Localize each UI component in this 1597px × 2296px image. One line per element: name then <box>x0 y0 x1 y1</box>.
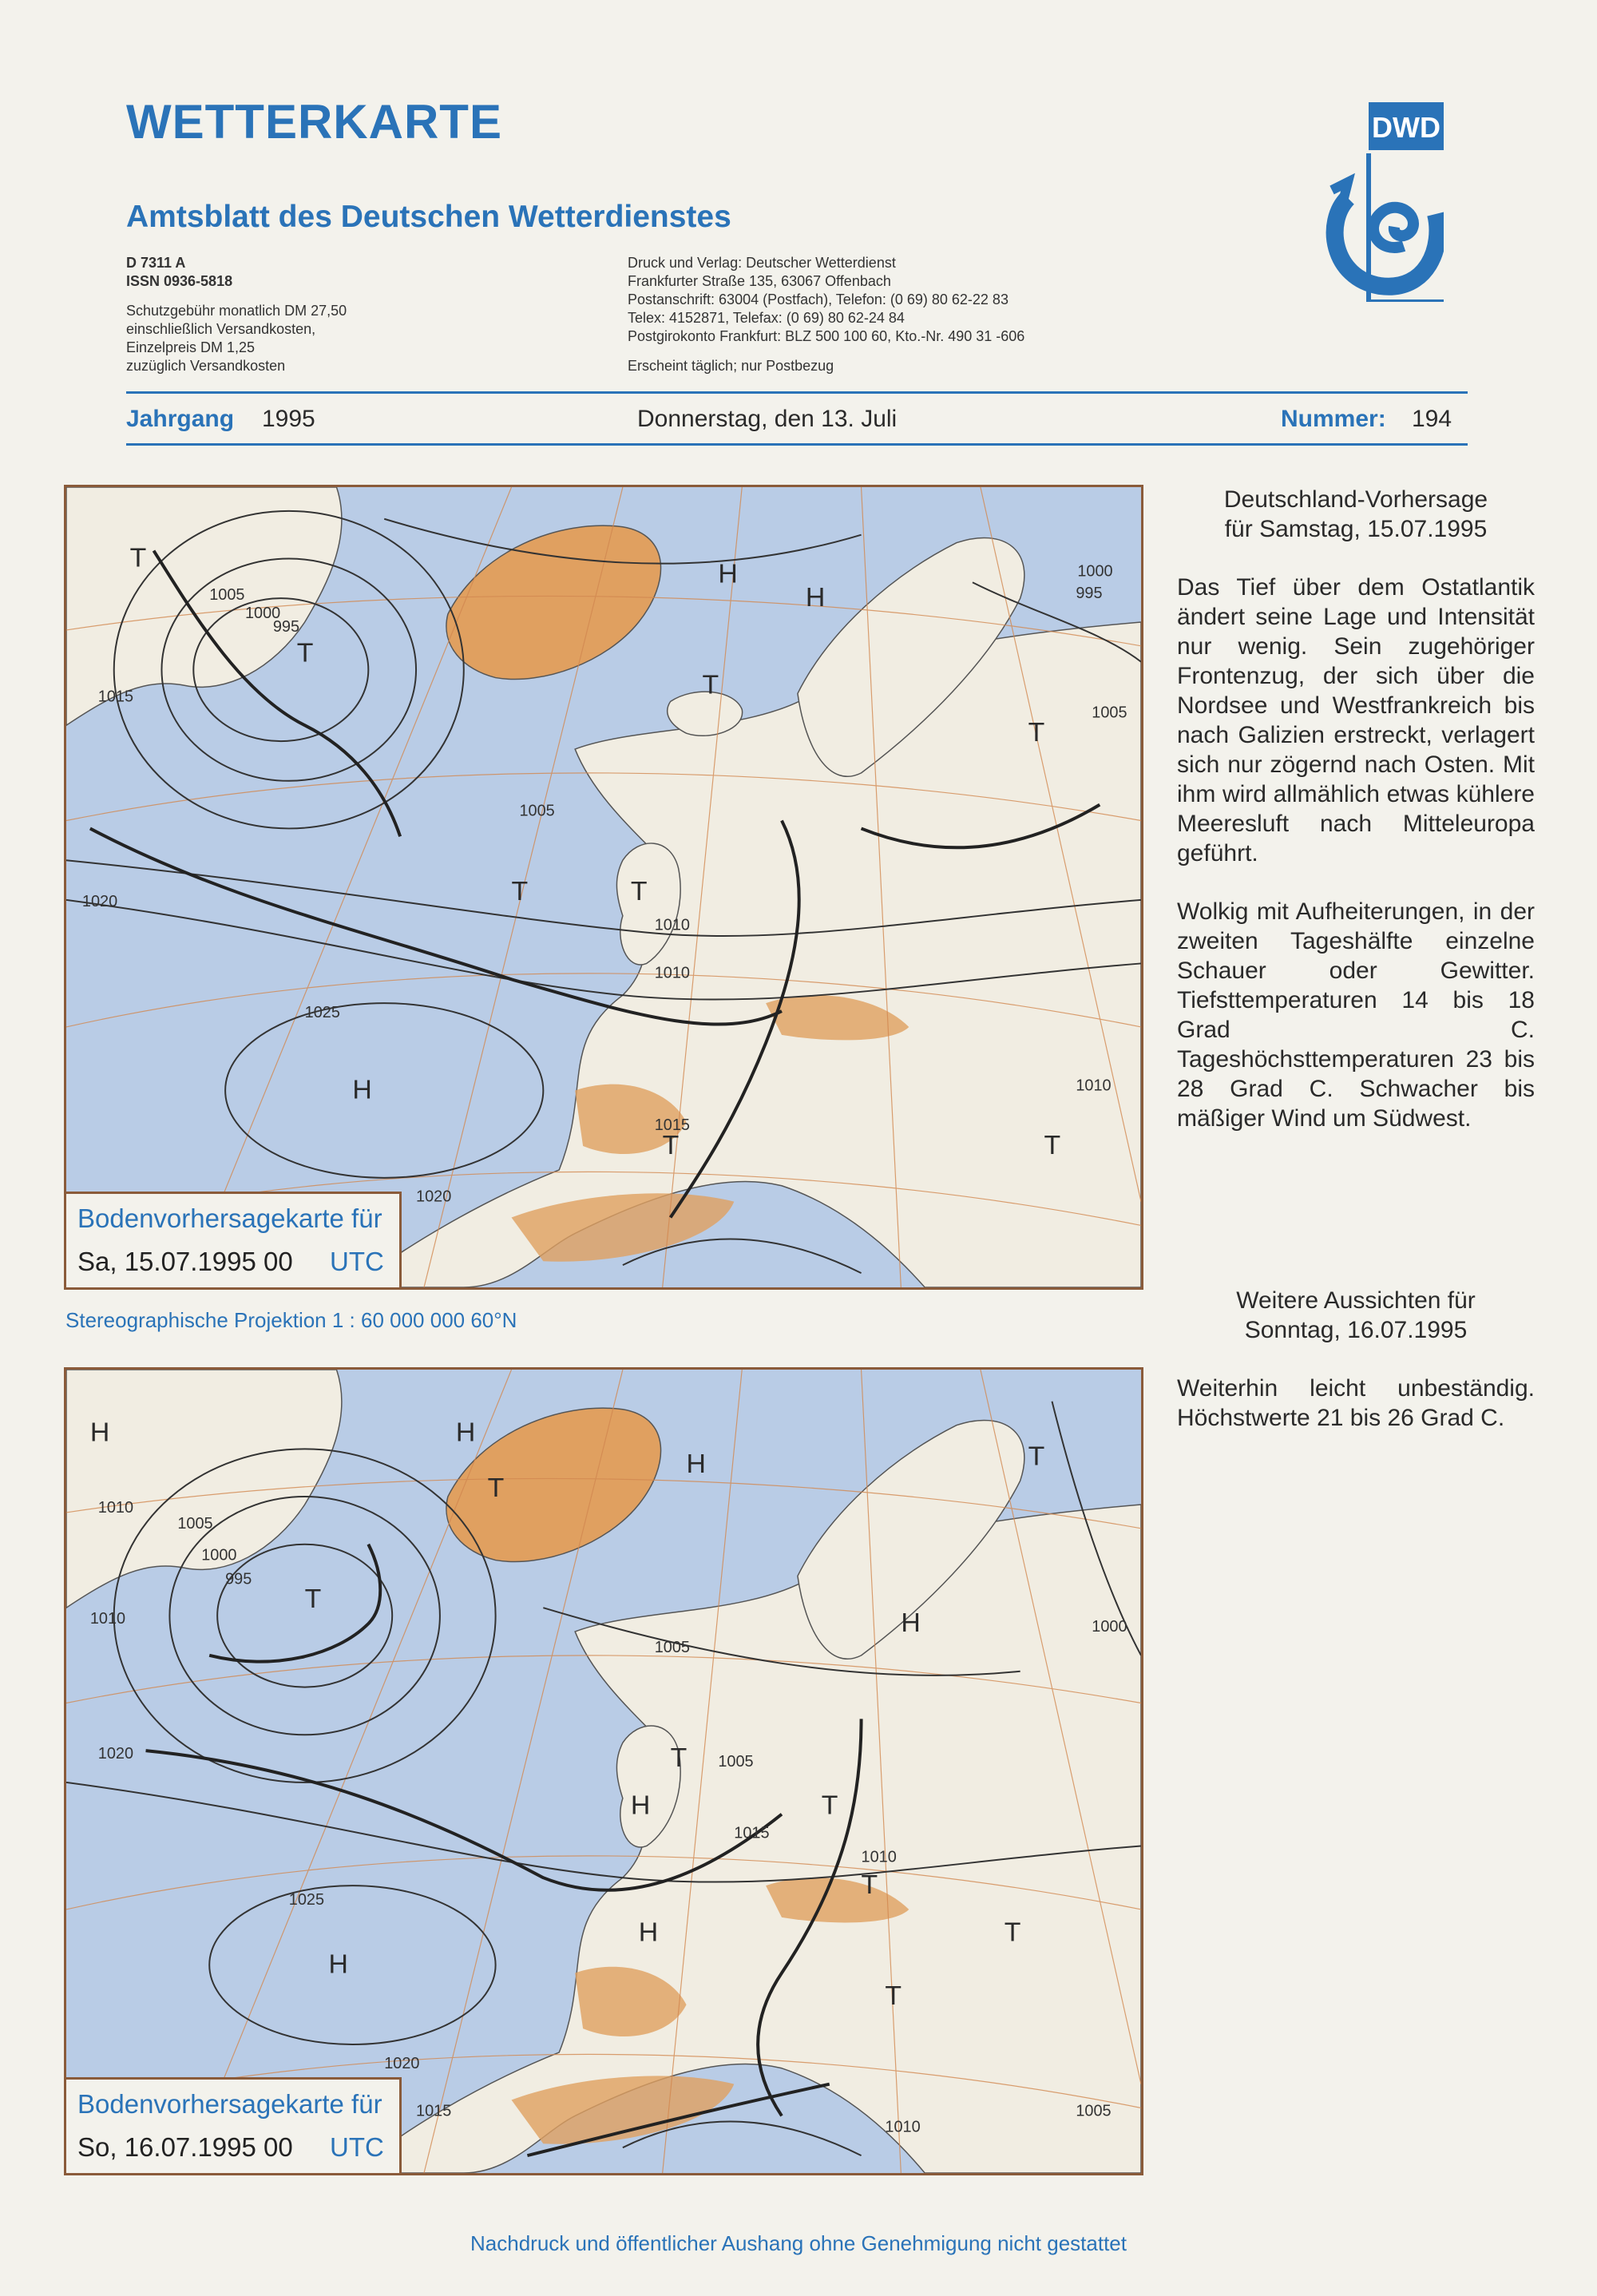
system-letter: H <box>901 1608 921 1639</box>
forecast-heading: Deutschland-Vorhersage <box>1223 486 1488 513</box>
isobar-label: 1010 <box>1076 1077 1112 1095</box>
isobar-label: 1000 <box>1092 1618 1127 1636</box>
isobar-label: 1000 <box>201 1546 237 1564</box>
isobar-label: 1015 <box>97 688 134 706</box>
land-canada <box>66 1370 342 1608</box>
caption-date: So, 16.07.1995 00 <box>77 2132 293 2162</box>
isobar-label: 1000 <box>1077 562 1113 581</box>
nummer-value: 194 <box>1412 406 1452 432</box>
system-letter: H <box>805 582 826 613</box>
caption-title: Bodenvorhersagekarte für <box>77 1204 382 1233</box>
isobar-label: 995 <box>1076 585 1103 603</box>
forecast-paragraph: Das Tief über dem Ostatlantik ändert seine Lage und Intensität nur wenig. Sein zugehöriger Frontenzug, der sich über die Nordsee und Westfrankreich bis nach Galizien erstreckt, verlagert sich nur zögernd nach Osten. Mit ihm wird allmählich etwas kühlere Meeresluft nach Mitteleuropa geführt. <box>1177 574 1535 866</box>
system-letter: T <box>1028 1441 1045 1472</box>
publisher-line: Frankfurter Straße 135, 63067 Offenbach <box>628 273 891 289</box>
isobar-label: 1015 <box>734 1824 770 1842</box>
forecast-map-saturday <box>64 485 1143 1290</box>
system-letter: T <box>885 1981 902 2012</box>
header-rule-bottom <box>126 443 1468 446</box>
system-letter: T <box>702 669 719 700</box>
isobar-label: 1010 <box>97 1498 134 1517</box>
issue-bar <box>126 398 1468 441</box>
isobar-label: 1010 <box>654 964 690 982</box>
header-rule-top <box>126 391 1468 394</box>
isobar-label: 1005 <box>1092 704 1127 722</box>
system-letter: T <box>511 875 529 906</box>
isobar-label: 1010 <box>885 2118 921 2136</box>
isobar-label: 1000 <box>245 605 281 623</box>
isobar-label: 1005 <box>654 1638 690 1656</box>
isobar-label: 995 <box>225 1570 252 1588</box>
isobar-label: 1015 <box>416 2102 452 2120</box>
forecast-paragraph: Wolkig mit Aufheiterungen, in der zweiten Tageshälfte einzelne Schauer oder Gewitter. Tiefsttemperaturen 14 bis 18 Grad C. Tageshöchsttemperaturen 23 bis 28 Grad C. Schwacher bis mäßiger Wind um Südwest. <box>1177 898 1535 1132</box>
isobar-label: 1020 <box>97 1745 134 1763</box>
isobar-label: 995 <box>272 617 300 636</box>
forecast-map-sunday <box>64 1367 1143 2175</box>
system-letter: T <box>129 542 147 573</box>
caption-title: Bodenvorhersagekarte für <box>77 2089 382 2119</box>
publication-info <box>126 254 478 375</box>
price-line: zuzüglich Versandkosten <box>126 358 286 374</box>
isobar-label: 1005 <box>177 1514 213 1533</box>
system-letter: H <box>352 1074 372 1105</box>
system-letter: T <box>670 1743 688 1774</box>
isobar-label: 1020 <box>81 892 118 910</box>
caption-utc: UTC <box>330 1247 384 1276</box>
issue-date: Donnerstag, den 13. Juli <box>637 406 898 432</box>
outlook-text: Weiterhin leicht unbeständig. Höchstwerte 21 bis 26 Grad C. <box>1177 1375 1535 1431</box>
isobar-label: 1015 <box>654 1116 690 1135</box>
isobar-label: 1005 <box>209 586 245 605</box>
land-europe <box>352 622 1141 1287</box>
isobar-label: 1025 <box>288 1891 325 1909</box>
outlook-subheading: Sonntag, 16.07.1995 <box>1244 1317 1468 1343</box>
system-letter: T <box>662 1130 680 1160</box>
price-line: einschließlich Versandkosten, <box>126 321 316 337</box>
price-line: Schutzgebühr monatlich DM 27,50 <box>126 303 347 319</box>
system-letter: T <box>821 1790 838 1821</box>
jahrgang-value: 1995 <box>262 406 315 432</box>
projection-note: Stereographische Projektion 1 : 60 000 000 60°N <box>65 1308 517 1332</box>
jahrgang-label: Jahrgang <box>126 406 235 432</box>
caption-date: Sa, 15.07.1995 00 <box>77 1247 293 1276</box>
system-letter: T <box>861 1870 878 1901</box>
outlook-heading: Weitere Aussichten für <box>1236 1287 1476 1314</box>
system-letter: T <box>1004 1917 1021 1948</box>
forecast-subheading: für Samstag, 15.07.1995 <box>1224 516 1488 542</box>
isobar-label: 1010 <box>89 1610 126 1628</box>
page-title: WETTERKARTE <box>126 95 502 149</box>
isobar-label: 1005 <box>519 802 555 820</box>
publisher-line: Telex: 4152871, Telefax: (0 69) 80 62-24 84 <box>628 310 905 326</box>
system-letter: H <box>686 1449 706 1480</box>
system-letter: H <box>89 1417 110 1448</box>
system-letter: H <box>638 1917 659 1948</box>
isobar-label: 1010 <box>654 916 690 934</box>
map-caption <box>66 1192 402 1287</box>
map-caption <box>66 2077 402 2173</box>
outlook <box>1177 1286 1535 1433</box>
footer-notice: Nachdruck und öffentlicher Aushang ohne Genehmigung nicht gestattet <box>470 2231 1127 2255</box>
system-letter: T <box>304 1584 322 1615</box>
system-letter: H <box>718 558 738 589</box>
publication-note: Erscheint täglich; nur Postbezug <box>628 358 834 374</box>
system-letter: H <box>328 1949 348 1980</box>
isobar-label: 1005 <box>718 1753 754 1771</box>
system-letter: H <box>455 1417 476 1448</box>
publisher-info <box>628 254 1203 375</box>
price-line: Einzelpreis DM 1,25 <box>126 339 256 355</box>
publication-code: D 7311 A <box>126 255 186 271</box>
nummer-label: Nummer: <box>1281 406 1386 432</box>
land-greenland <box>446 1408 661 1561</box>
isobar-label: 1020 <box>416 1188 452 1206</box>
system-letter: H <box>630 1790 651 1821</box>
isobar-label: 1020 <box>384 2054 420 2072</box>
land-greenland <box>446 525 661 679</box>
publisher-line: Druck und Verlag: Deutscher Wetterdienst <box>628 255 896 271</box>
isobar-label: 1025 <box>304 1004 340 1022</box>
issn: ISSN 0936-5818 <box>126 273 233 289</box>
logo-text: DWD <box>1372 111 1440 144</box>
isobar-label: 1005 <box>1076 2102 1112 2120</box>
publisher-line: Postanschrift: 63004 (Postfach), Telefon: (0 69) 80 62-22 83 <box>628 291 1009 307</box>
isobar-label: 1010 <box>861 1848 897 1866</box>
system-letter: T <box>487 1473 505 1504</box>
page-subtitle: Amtsblatt des Deutschen Wetterdienstes <box>126 200 731 234</box>
system-letter: T <box>1044 1130 1061 1160</box>
dwd-logo <box>1316 102 1444 302</box>
caption-utc: UTC <box>330 2132 384 2162</box>
germany-forecast <box>1177 485 1535 1133</box>
system-letter: T <box>1028 717 1045 748</box>
system-letter: T <box>630 875 648 906</box>
publisher-line: Postgirokonto Frankfurt: BLZ 500 100 60, Kto.-Nr. 490 31 -606 <box>628 328 1025 344</box>
system-letter: T <box>296 637 314 668</box>
